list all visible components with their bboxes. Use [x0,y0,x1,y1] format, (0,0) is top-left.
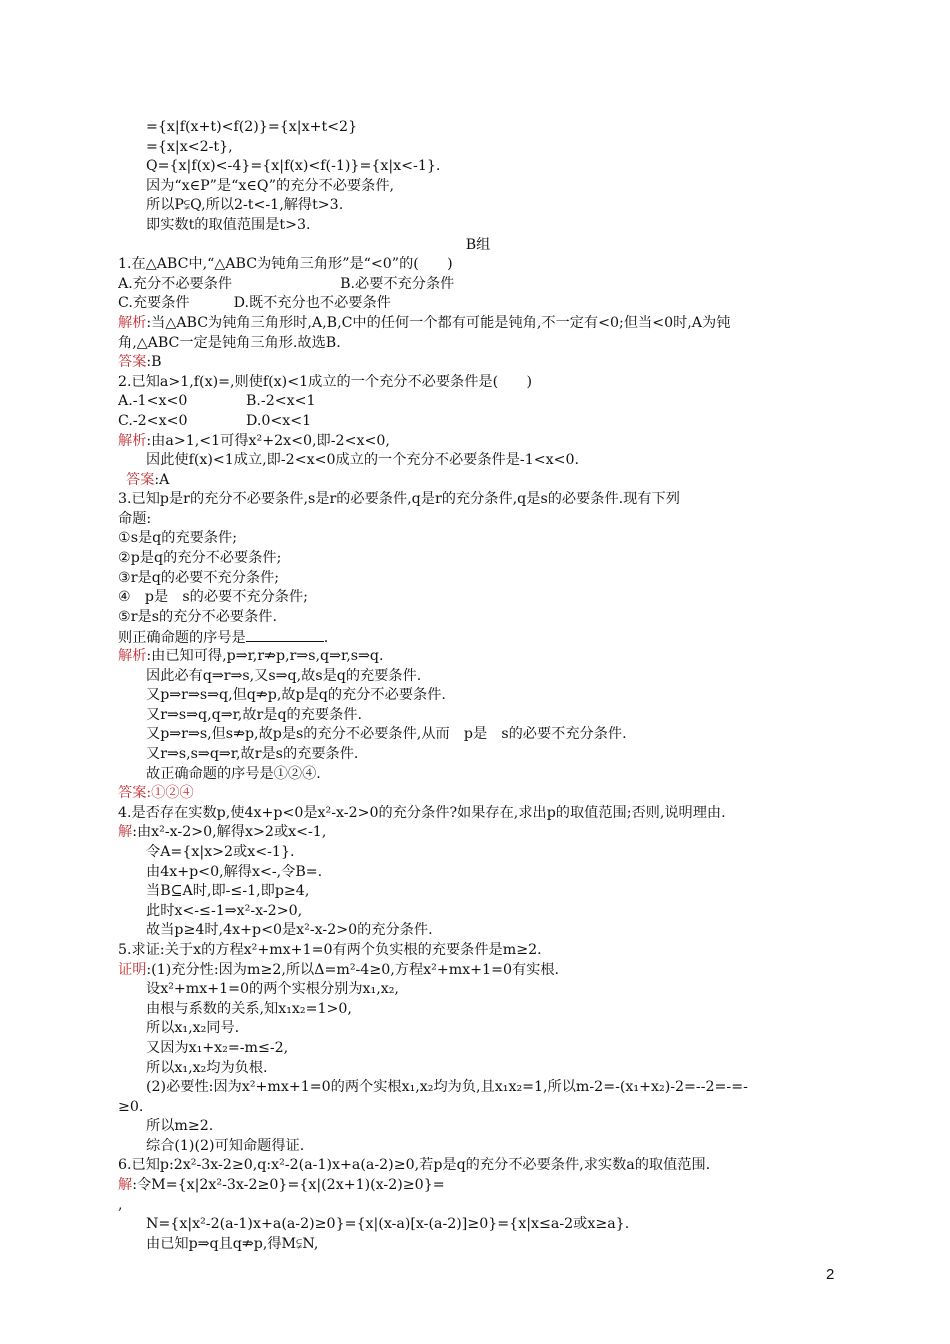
q6-n-line: N={x|x²-2(a-1)x+a(a-2)≥0}={x|(x-a)[x-(a-2)]≥0}={x|x≤a-2或x≥a}. [146,1216,630,1233]
q5-step-1: 设x²+mx+1=0的两个实根分别为x₁,x₂, [146,981,399,998]
q2-analysis-1: 解析:由a>1,<1可得x²+2x<0,即-2<x<0, [118,432,390,449]
q1-options-cd [118,294,838,314]
q3-step-2: 又p⇒r⇒s⇒q,但q⇏p,故p是q的充分不必要条件. [146,687,446,704]
q2-option-c: C.-2<x<0 [118,412,188,429]
q2-analysis-2: 因此使f(x)<1成立,即-2<x<0成立的一个充分不必要条件是-1<x<0. [146,452,580,469]
q3-stem-1: 3.已知p是r的充分不必要条件,s是r的必要条件,q是r的充分条件,q是s的必要条件.现有下列 [118,491,680,508]
q4-step-2: 由4x+p<0,解得x<-,令B=. [146,863,323,880]
q6-last: 由已知p⇒q且q⇏p,得M⫋N, [146,1235,319,1252]
q5-step-3: 所以x₁,x₂同号. [146,1020,240,1037]
answer-blank [246,627,324,642]
prev-line-1: ={x|f(x+t)<f(2)}={x|x+t<2} [146,119,358,135]
q1-option-d: D.既不充分也不必要条件 [233,295,391,312]
q3-item-1: ①s是q的充要条件; [118,530,237,547]
q5-proof-1: 证明:(1)充分性:因为m≥2,所以Δ=m²-4≥0,方程x²+mx+1=0有实根. [118,961,560,978]
q5-step-6: (2)必要性:因为x²+mx+1=0的两个实根x₁,x₂均为负,且x₁x₂=1,所以m-2=-(x₁+x₂)-2=--2=-=- [146,1079,748,1096]
q1-stem: 1.在△ABC中,“△ABC为钝角三角形”是“<0”的( ) [118,256,453,273]
q5-stem: 5.求证:关于x的方程x²+mx+1=0有两个负实根的充要条件是m≥2. [118,941,542,958]
q1-answer: 答案:B [118,354,162,371]
q4-solution-1: 解:由x²-x-2>0,解得x>2或x<-1, [118,824,327,841]
q5-step-2: 由根与系数的关系,知x₁x₂=1>0, [146,1000,352,1017]
q3-item-4: ④ p是 s的必要不充分条件; [118,589,308,606]
q6-comma: , [118,1196,123,1213]
q5-cont: ≥0. [118,1098,144,1115]
solution-label: 解 [118,824,133,841]
q4-step-4: 此时x<-≤-1⇒x²-x-2>0, [146,902,303,919]
prev-line-2: ={x|x<2-t}, [146,138,233,155]
q6-solution-1: 解:令M={x|2x²-3x-2≥0}={x|(2x+1)(x-2)≥0}= [118,1177,445,1194]
analysis-label: 解析 [118,432,147,449]
q5-step-8: 综合(1)(2)可知命题得证. [146,1137,305,1154]
prev-line-4: 因为“x∈P”是“x∈Q”的充分不必要条件, [146,177,395,194]
q2-options-cd [118,412,838,432]
q2-stem: 2.已知a>1,f(x)=,则使f(x)<1成立的一个充分不必要条件是( ) [118,373,533,390]
document-page [118,118,838,1254]
proof-label: 证明 [118,961,147,978]
q1-analysis-1: 解析:当△ABC为钝角三角形时,A,B,C中的任何一个都有可能是钝角,不一定有<0;但当<0时,A为钝 [118,314,731,331]
answer-label: 答案 [118,354,147,371]
q2-option-b: B.-2<x<1 [246,393,316,410]
q3-answer: 答案:①②④ [118,785,194,802]
group-title: B组 [465,236,491,253]
answer-label: 答案 [118,785,147,802]
q3-step-6: 故正确命题的序号是①②④. [146,765,321,782]
q3-ask: 则正确命题的序号是 . [118,627,838,647]
q3-step-4: 又p⇒r⇒s,但s⇏p,故p是s的充分不必要条件,从而 p是 s的必要不充分条件. [146,726,627,743]
q5-step-4: 又因为x₁+x₂=-m≤-2, [146,1039,289,1056]
q3-item-5: ⑤r是s的充分不必要条件. [118,608,277,625]
q1-analysis-2: 角,△ABC一定是钝角三角形.故选B. [118,334,341,351]
q5-step-7: 所以m≥2. [146,1118,214,1135]
q1-options-ab [118,275,838,295]
q3-analysis-1: 解析:由已知可得,p⇒r,r⇏p,r⇒s,q⇒r,s⇒q. [118,648,384,665]
solution-label: 解 [118,1177,133,1194]
q4-step-5: 故当p≥4时,4x+p<0是x²-x-2>0的充分条件. [146,922,433,939]
answer-label: 答案 [126,471,155,488]
q2-answer: 答案:A [126,471,170,488]
q1-option-a: A.充分不必要条件 [118,275,233,292]
q3-item-3: ③r是q的必要不充分条件; [118,569,280,586]
q2-options-ab [118,392,838,412]
q3-step-3: 又r⇒s⇒q,q⇒r,故r是q的充要条件. [146,706,363,723]
q4-step-3: 当B⊆A时,即-≤-1,即p≥4, [146,883,310,900]
q3-step-5: 又r⇒s,s⇒q⇒r,故r是s的充要条件. [146,746,359,762]
prev-line-6: 即实数t的取值范围是t>3. [146,216,311,233]
q1-option-b: B.必要不充分条件 [340,275,455,292]
q6-stem: 6.已知p:2x²-3x-2≥0,q:x²-2(a-1)x+a(a-2)≥0,若p是q的充分不必要条件,求实数a的取值范围. [118,1157,711,1174]
analysis-label: 解析 [118,314,147,331]
q2-option-a: A.-1<x<0 [118,393,188,410]
q2-option-d: D.0<x<1 [246,412,312,429]
q3-stem-2: 命题: [118,510,152,527]
q3-step-1: 因此必有q⇒r⇒s,又s⇒q,故s是q的充要条件. [146,667,422,684]
page-number: 2 [826,1266,835,1283]
q1-option-c: C.充要条件 [118,295,190,312]
prev-line-5: 所以P⫋Q,所以2-t<-1,解得t>3. [146,197,344,214]
q4-step-1: 令A={x|x>2或x<-1}. [146,843,295,860]
analysis-label: 解析 [118,648,147,665]
q5-step-5: 所以x₁,x₂均为负根. [146,1059,268,1076]
q3-item-2: ②p是q的充分不必要条件; [118,550,282,567]
q4-stem: 4.是否存在实数p,使4x+p<0是x²-x-2>0的充分条件?如果存在,求出p的取值范围;否则,说明理由. [118,804,726,821]
prev-line-3: Q={x|f(x)<-4}={x|f(x)<f(-1)}={x|x<-1}. [146,158,441,175]
